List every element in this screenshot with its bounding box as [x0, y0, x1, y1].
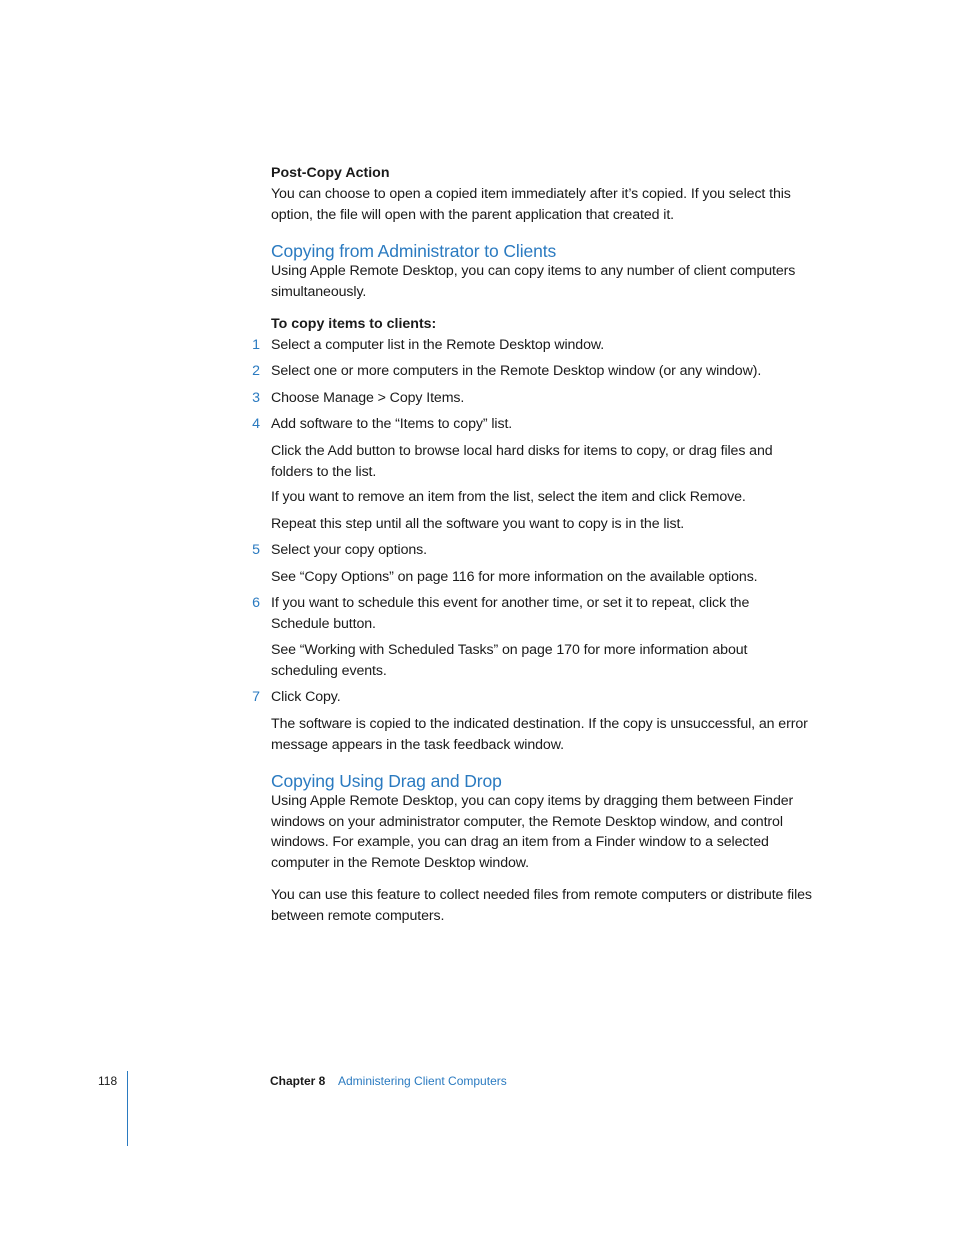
step-number: 5 [252, 542, 260, 558]
post-copy-heading: Post-Copy Action [271, 165, 390, 181]
step-number: 3 [252, 390, 260, 406]
step-text: Choose Manage > Copy Items. [271, 390, 465, 406]
step-text: Select your copy options. [271, 542, 428, 558]
section-heading-drag-and-drop: Copying Using Drag and Drop [271, 771, 502, 791]
step-text: Add software to the “Items to copy” list. [271, 416, 513, 432]
step-note: If you want to remove an item from the list, select the item and click Remove. [271, 489, 746, 505]
step-number: 2 [252, 363, 260, 379]
step-number: 6 [252, 595, 260, 611]
post-copy-body: You can choose to open a copied item immediately after it’s copied. If you select this option, the file will open with the parent application that created it. [271, 186, 791, 223]
page-number: 118 [98, 1074, 118, 1088]
step-number: 1 [252, 337, 260, 353]
step-number: 7 [252, 689, 260, 705]
footer-rule [127, 1071, 128, 1146]
section1-intro: Using Apple Remote Desktop, you can copy items to any number of client computers simultaneously. [271, 263, 796, 300]
step-text: Select a computer list in the Remote Desktop window. [271, 337, 605, 353]
step-note: See “Copy Options” on page 116 for more information on the available options. [271, 569, 758, 585]
section-heading-copying-to-clients: Copying from Administrator to Clients [271, 241, 557, 261]
procedure-label: To copy items to clients: [271, 316, 437, 332]
step-note: Repeat this step until all the software you want to copy is in the list. [271, 516, 685, 532]
step-text: Select one or more computers in the Remote Desktop window (or any window). [271, 363, 762, 379]
step-note: The software is copied to the indicated destination. If the copy is unsuccessful, an error message appears in the task feedback window. [271, 716, 808, 753]
section2-para2: You can use this feature to collect needed files from remote computers or distribute files between remote computers. [271, 887, 812, 924]
step-note: Click the Add button to browse local hard disks for items to copy, or drag files and folders to the list. [271, 443, 773, 480]
footer-chapter-label: Chapter 8 [270, 1074, 326, 1088]
step-text: Click Copy. [271, 689, 341, 705]
step-text: If you want to schedule this event for another time, or set it to repeat, click the Schedule button. [271, 595, 750, 632]
footer-chapter-title: Administering Client Computers [338, 1074, 507, 1088]
section2-para1: Using Apple Remote Desktop, you can copy items by dragging them between Finder windows on your administrator computer, the Remote Desktop window, and control windows. For example, you can drag an item from a Finder window to a selected computer in the Remote Desktop window. [271, 793, 794, 871]
step-number: 4 [252, 416, 260, 432]
step-note: See “Working with Scheduled Tasks” on page 170 for more information about scheduling events. [271, 642, 748, 679]
